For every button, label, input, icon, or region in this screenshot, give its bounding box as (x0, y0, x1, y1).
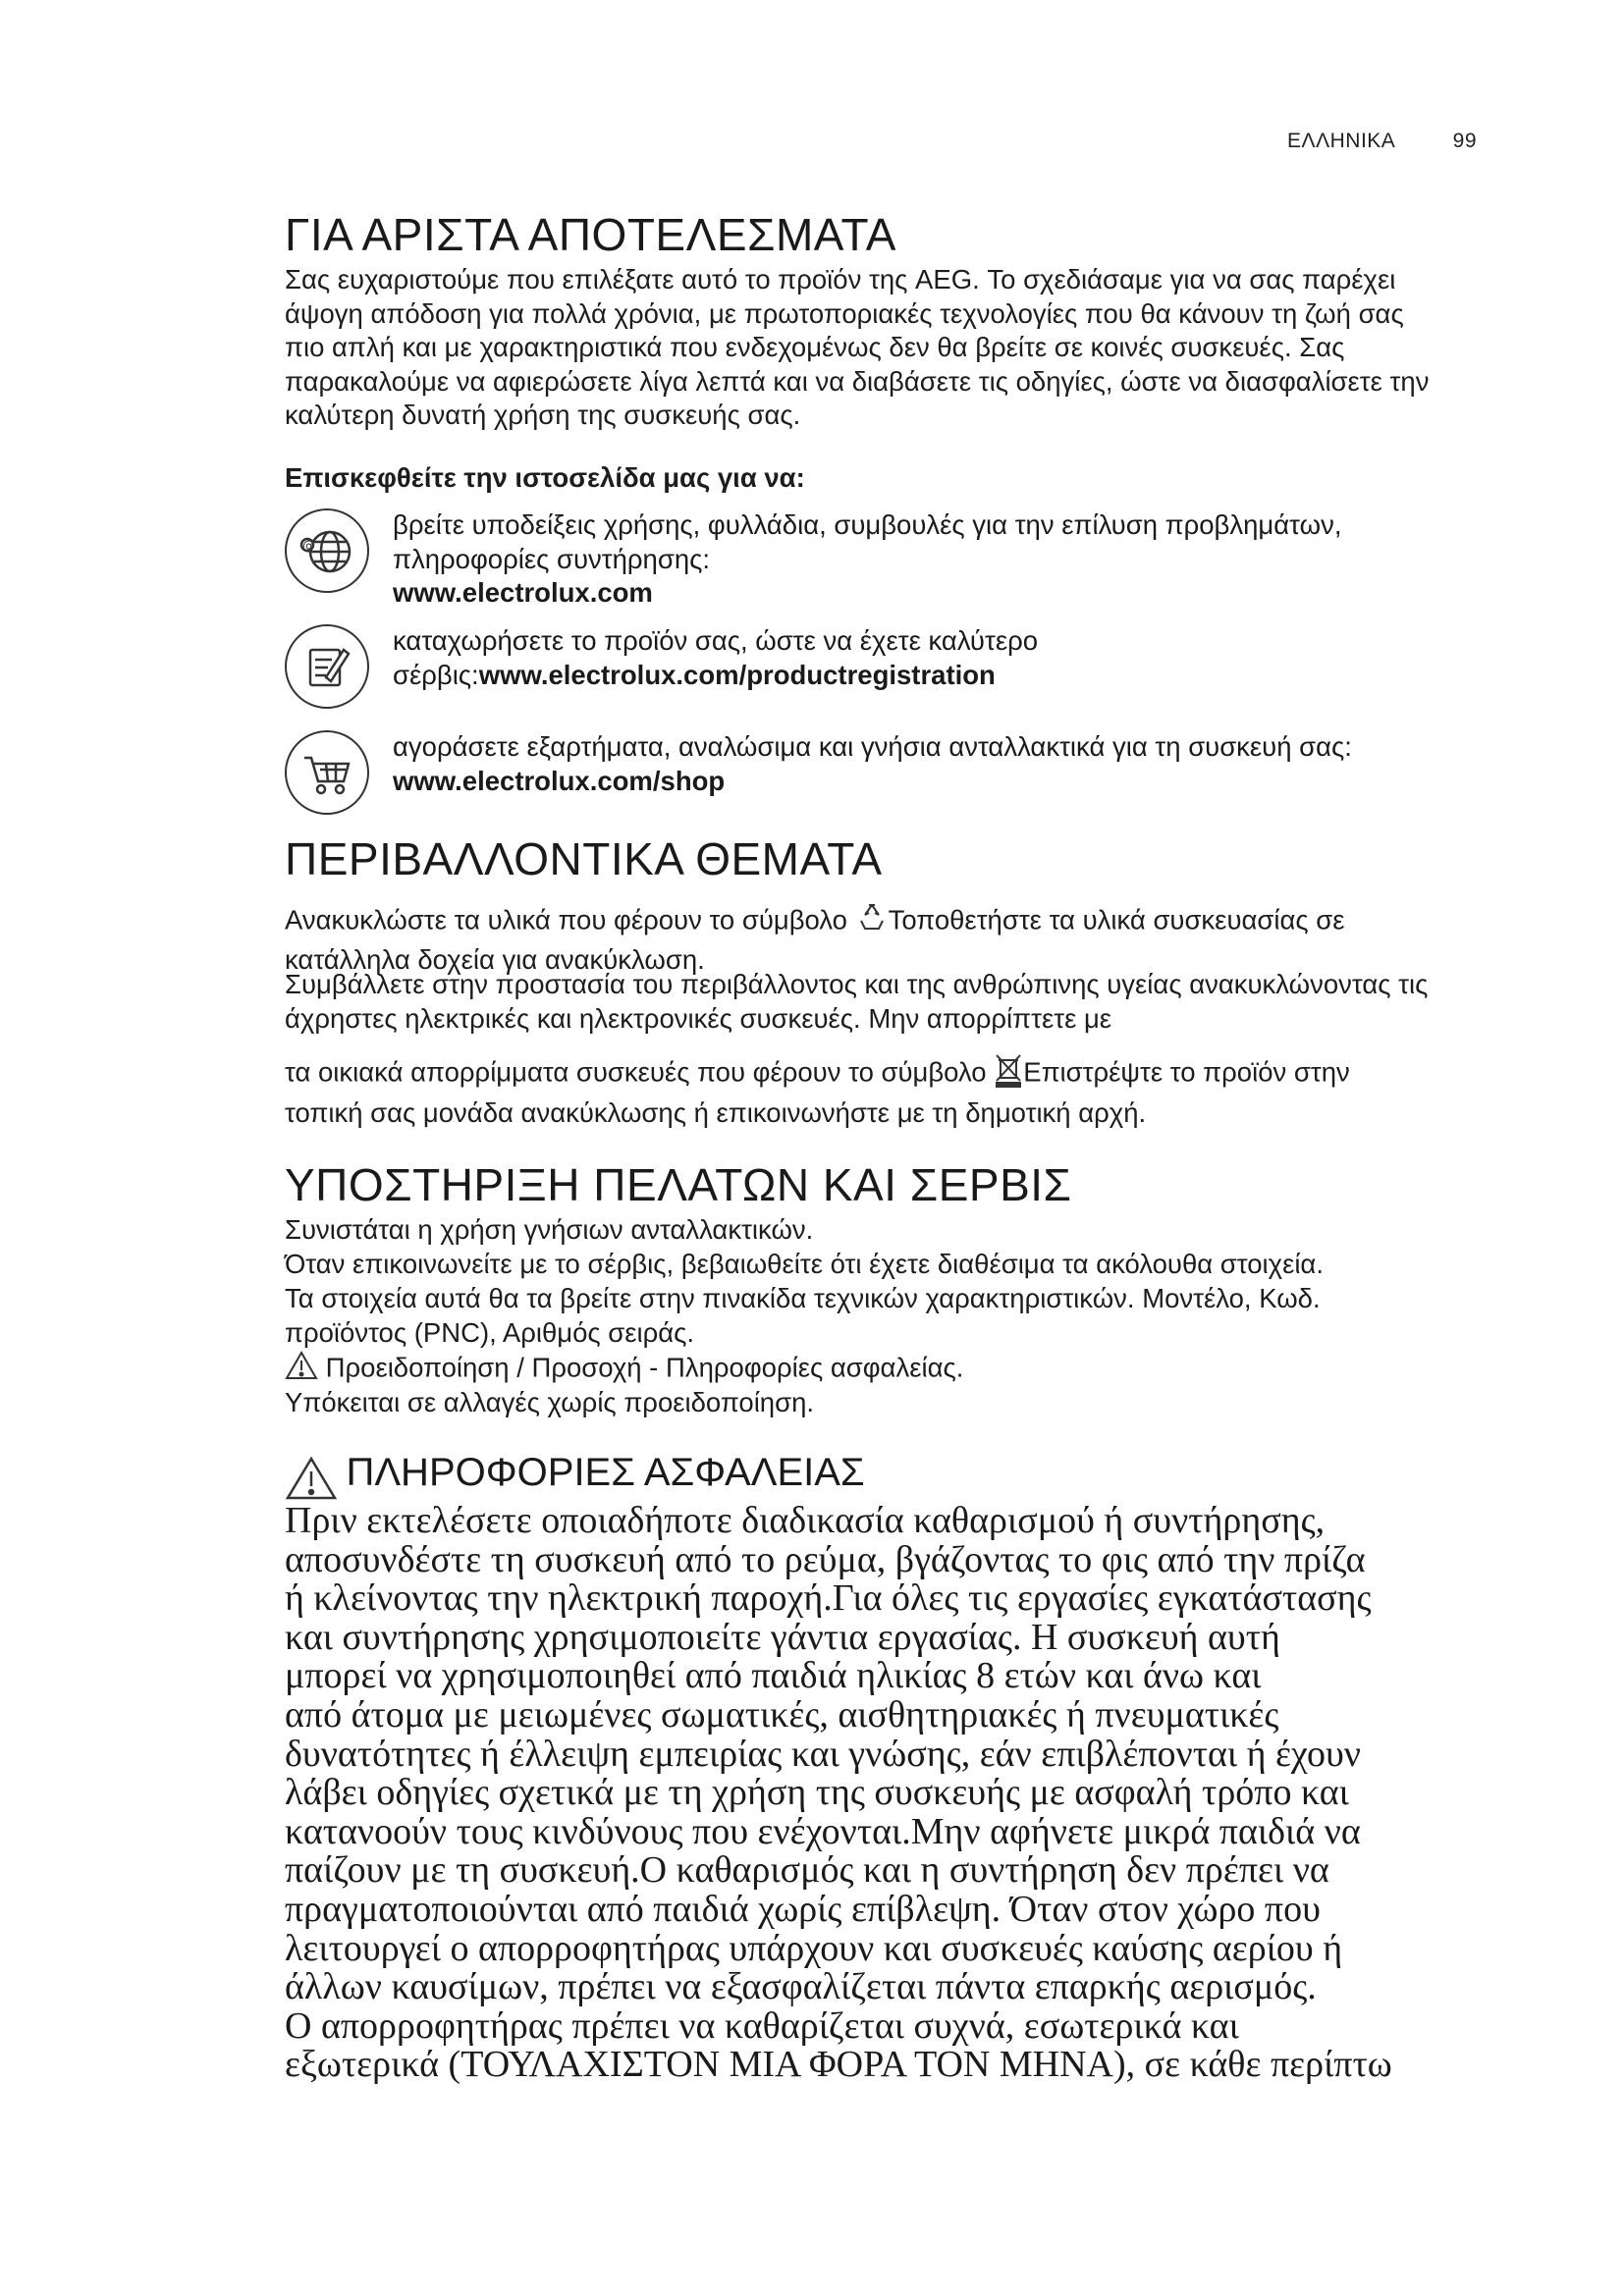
visit-item-shop (285, 730, 1463, 825)
safety-body: Πριν εκτελέσετε οποιαδήποτε διαδικασία καθαρισμού ή συντήρησης, αποσυνδέστε τη συσκευή από το ρεύμα, βγάζοντας το φις από την πρίζα ή κλείνοντας την ηλεκτρική παροχή.Για όλες τις εργασίες εγκατάστασης και συντήρησης χρησιμοποιείτε γάντια εργασίας. Η συσκευή αυτή μπορεί να χρησιμοποιηθεί από παιδιά ηλικίας 8 ετών και άνω και από άτομα με μειωμένες σωματικές, αισθητηριακές ή πνευματικές δυνατότητες ή έλλειψη εμπειρίας και γνώσης, εάν επιβλέπονται ή έχουν λάβει οδηγίες σχετικά με τη χρήση της συσκευής με ασφαλή τρόπο και κατανοούν τους κινδύνους που ενέχονται.Μην αφήνετε μικρά παιδιά να παίζουν με τη συσκευή.Ο καθαρισμός και η συντήρηση δεν πρέπει να πραγματοποιούνται από παιδιά χωρίς επίβλεψη. Όταν στον χώρο που λειτουργεί ο απορροφητήρας υπάρχουν και συσκευές καύσης αερίου ή άλλων καυσίμων, πρέπει να εξασφαλίζεται πάντα επαρκής αερισμός. Ο απορροφητήρας πρέπει να καθαρίζεται συχνά, εσωτερικά και εξωτερικά (ΤΟΥΛΑΧΙΣΤΟΝ ΜΙΑ ΦΟΡΑ ΤΟΝ ΜΗΝΑ), σε κάθε περίπτω (285, 1500, 1392, 2086)
registration-link[interactable]: www.electrolux.com/productregistration (478, 659, 996, 690)
visit-heading: Επισκεφθείτε την ιστοσελίδα μας για να: (285, 462, 805, 493)
visit-item-text (393, 508, 1473, 611)
support-parts-text: Συνιστάται η χρήση γνήσιων ανταλλακτικών. (285, 1214, 814, 1245)
shop-link[interactable]: www.electrolux.com/shop (393, 765, 726, 796)
support-warning-text (285, 1351, 1434, 1389)
recycle-icon (855, 901, 889, 943)
results-title: ΓΙΑ ΑΡΙΣΤΑ ΑΠΟΤΕΛΕΣΜΑΤΑ (285, 209, 896, 260)
environment-recycle-text (285, 901, 1434, 977)
environment-title: ΠΕΡΙΒΑΛΛΟΝΤΙΚΑ ΘΕΜΑΤΑ (285, 833, 883, 884)
warning-triangle-icon (285, 1351, 318, 1389)
svg-text:@: @ (302, 539, 315, 554)
environment-line1-start: Ανακυκλώστε τα υλικά που φέρουν το σύμβολο (285, 904, 855, 935)
support-title: ΥΠΟΣΤΗΡΙΞΗ ΠΕΛΑΤΩΝ ΚΑΙ ΣΕΡΒΙΣ (285, 1159, 1072, 1210)
visit-item-text (393, 730, 1473, 798)
environment-line1-end: Τοποθετήστε τα υλικά συσκευασίας σε κατάλληλα δοχεία για ανακύκλωση. (285, 904, 1345, 975)
visit-item-description: καταχωρήσετε το προϊόν σας, ώστε να έχετε καλύτερο σέρβις: (393, 625, 1039, 690)
page-number: 99 (1452, 130, 1477, 152)
environment-line3-end: Επιστρέψτε το προϊόν στην τοπική σας μονάδα ανακύκλωσης ή επικοινωνήστε με τη δημοτική αρχή. (285, 1056, 1350, 1128)
support-rating-plate-text: Τα στοιχεία αυτά θα τα βρείτε στην πινακίδα τεχνικών χαρακτηριστικών. Μοντέλο, Κωδ. προϊόντος (PNC), Αριθμός σειράς. (285, 1283, 1321, 1348)
visit-item-description: αγοράσετε εξαρτήματα, αναλώσιμα και γνήσια ανταλλακτικά για τη συσκευή σας: (393, 731, 1352, 762)
safety-header (285, 1451, 865, 1506)
results-body: Σας ευχαριστούμε που επιλέξατε αυτό το προϊόν της AEG. Το σχεδιάσαμε για να σας παρέχει άψογη απόδοση για πολλά χρόνια, με πρωτοποριακές τεχνολογίες που θα κάνουν τη ζωή σας πιο απλή και με χαρακτηριστικά που ενδεχομένως δεν θα βρείτε σε κοινές συσκευές. Σας παρακαλούμε να αφιερώσετε λίγα λεπτά και να διαβάσετε τις οδηγίες, ώστε να διασφαλίσετε την καλύτερη δυνατή χρήση της συσκευής σας. (285, 264, 1430, 430)
registration-pencil-icon (285, 624, 369, 709)
safety-title: ΠΛΗΡΟΦΟΡΙΕΣ ΑΣΦΑΛΕΙΑΣ (346, 1451, 865, 1494)
environment-weee-text: Συμβάλλετε στην προστασία του περιβάλλοντος και της ανθρώπινης υγείας ανακυκλώνοντας τις άχρηστες ηλεκτρικές και ηλεκτρονικές συσκευές. Μην απορρίπτετε με (285, 969, 1429, 1034)
shopping-cart-icon (285, 730, 369, 815)
environment-line3-start: τα οικιακά απορρίμματα συσκευές που φέρουν το σύμβολο (285, 1056, 995, 1088)
environment-return-text (285, 1052, 1434, 1130)
language-label: ΕΛΛΗΝΙΚΑ (1287, 130, 1396, 152)
visit-item-description: βρείτε υποδείξεις χρήσης, φυλλάδια, συμβουλές για την επίλυση προβλημάτων, πληροφορίες συντήρησης: (393, 509, 1342, 574)
support-link[interactable]: www.electrolux.com (393, 577, 653, 608)
support-warning-label: Προειδοποίηση / Προσοχή - Πληροφορίες ασφαλείας. (325, 1352, 964, 1383)
warning-triangle-icon (285, 1456, 338, 1506)
support-changes-text: Υπόκειται σε αλλαγές χωρίς προειδοποίηση. (285, 1387, 815, 1417)
visit-item-support (285, 508, 1463, 608)
support-contact-text: Όταν επικοινωνείτε με το σέρβις, βεβαιωθείτε ότι έχετε διαθέσιμα τα ακόλουθα στοιχεία. (285, 1249, 1324, 1279)
globe-at-icon (285, 508, 369, 593)
crossed-bin-icon (994, 1052, 1023, 1096)
visit-item-text (393, 624, 1473, 692)
page-header (1287, 130, 1477, 153)
visit-item-registration (285, 624, 1463, 719)
